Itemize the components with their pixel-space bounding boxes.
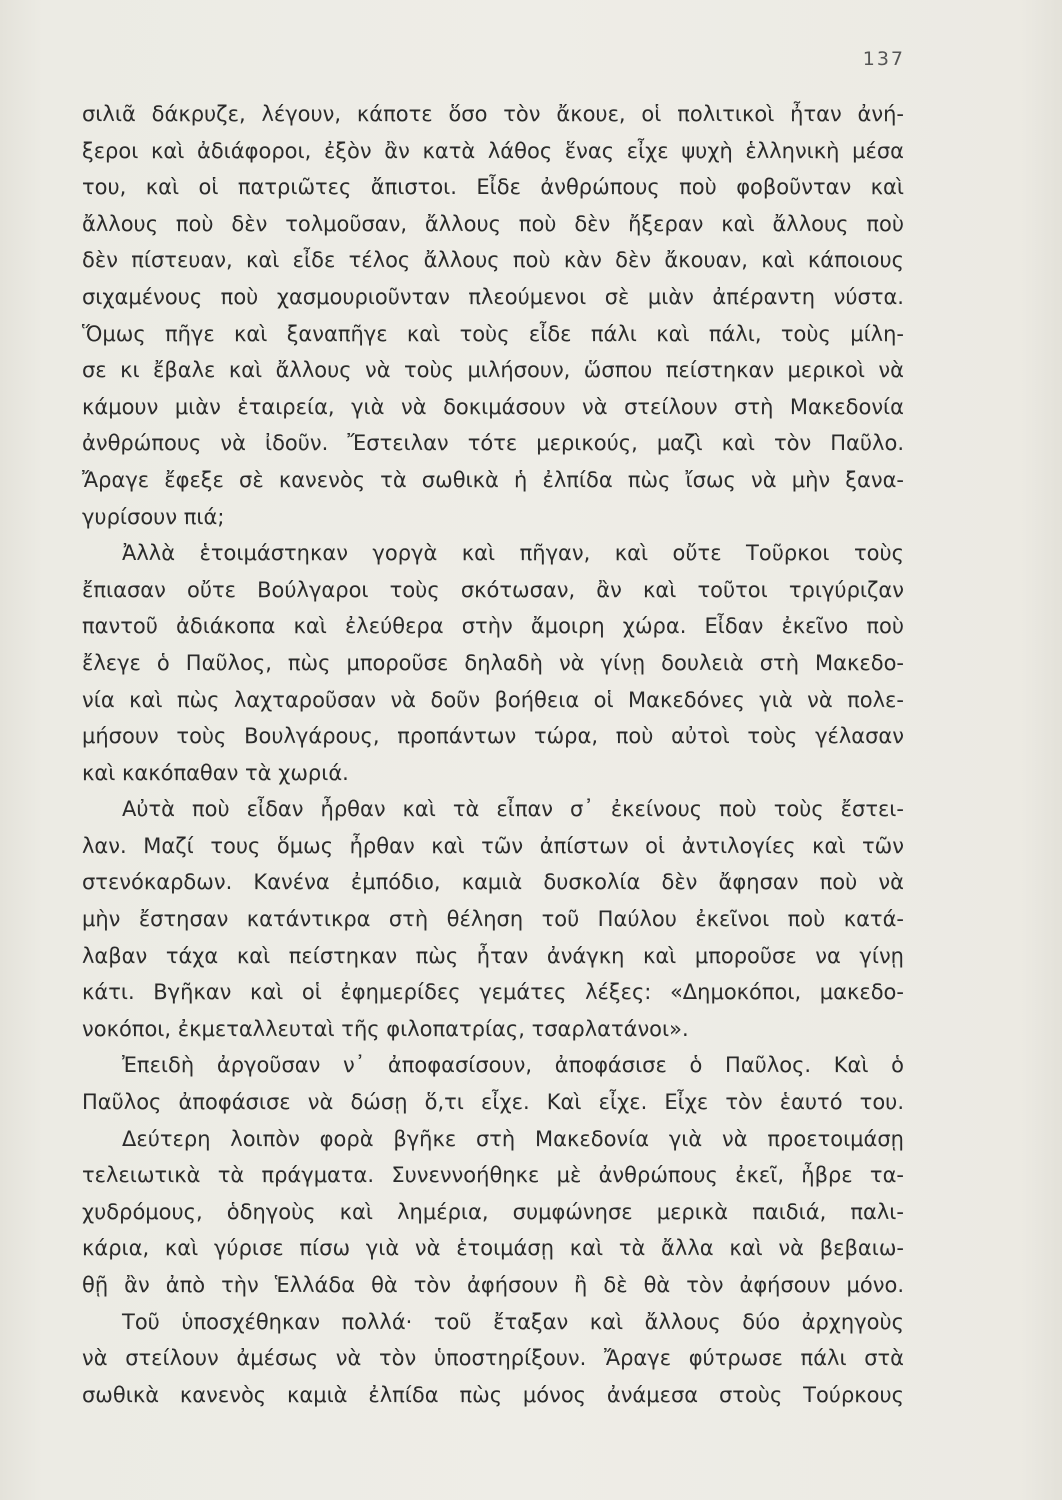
- text-line: ἔπιασαν οὔτε Βούλγαροι τοὺς σκότωσαν, ἂν καὶ τοῦτοι τριγύριζαν: [82, 577, 904, 602]
- text-line: κάρια, καὶ γύρισε πίσω γιὰ νὰ ἑτοιμάσῃ καὶ τὰ ἄλλα καὶ νὰ βεβαιω-: [82, 1236, 904, 1261]
- body-text: [82, 96, 904, 1413]
- text-line: Ἀλλὰ ἑτοιμάστηκαν γοργὰ καὶ πῆγαν, καὶ οὔτε Τοῦρκοι τοὺς: [122, 541, 904, 566]
- text-line: Ἐπειδὴ ἀργοῦσαν ν᾽ ἀποφασίσουν, ἀποφάσισε ὁ Παῦλος. Καὶ ὁ: [122, 1053, 904, 1078]
- text-line: δὲν πίστευαν, καὶ εἶδε τέλος ἄλλους ποὺ κὰν δὲν ἄκουαν, καὶ κάποιους: [82, 248, 904, 273]
- text-line: του, καὶ οἱ πατριῶτες ἄπιστοι. Εἶδε ἀνθρώπους ποὺ φοβοῦνταν καὶ: [82, 175, 904, 200]
- text-line: ἀνθρώπους νὰ ἰδοῦν. Ἔστειλαν τότε μερικούς, μαζὶ καὶ τὸν Παῦλο.: [82, 431, 904, 456]
- text-line: νοκόποι, ἐκμεταλλευταὶ τῆς φιλοπατρίας, τσαρλατάνοι».: [82, 1016, 689, 1041]
- text-line: λαν. Μαζί τους ὅμως ἦρθαν καὶ τῶν ἀπίστων οἱ ἀντιλογίες καὶ τῶν: [82, 833, 904, 858]
- text-line: κάμουν μιὰν ἑταιρεία, γιὰ νὰ δοκιμάσουν νὰ στείλουν στὴ Μακεδονία: [82, 394, 904, 419]
- text-line: κάτι. Βγῆκαν καὶ οἱ ἐφημερίδες γεμάτες λέξες: «Δημοκόποι, μακεδο-: [82, 980, 904, 1005]
- text-line: σιλιᾶ δάκρυζε, λέγουν, κάποτε ὅσο τὸν ἄκουε, οἱ πολιτικοὶ ἦταν ἀνή-: [82, 102, 904, 126]
- text-line: ξεροι καὶ ἀδιάφοροι, ἐξὸν ἂν κατὰ λάθος ἕνας εἶχε ψυχὴ ἑλληνικὴ μέσα: [82, 138, 904, 163]
- text-line: Τοῦ ὑποσχέθηκαν πολλά· τοῦ ἔταξαν καὶ ἄλλους δύο ἀρχηγοὺς: [122, 1309, 904, 1334]
- text-line: ἄλλους ποὺ δὲν τολμοῦσαν, ἄλλους ποὺ δὲν ἤξεραν καὶ ἄλλους ποὺ: [82, 211, 904, 236]
- page-number: 137: [862, 48, 905, 70]
- text-line: μήσουν τοὺς Βουλγάρους, προπάντων τώρα, ποὺ αὐτοὶ τοὺς γέλασαν: [82, 724, 904, 749]
- text-line: παντοῦ ἀδιάκοπα καὶ ἐλεύθερα στὴν ἄμοιρη χώρα. Εἶδαν ἐκεῖνο ποὺ: [82, 614, 904, 639]
- text-line: Αὐτὰ ποὺ εἶδαν ἦρθαν καὶ τὰ εἶπαν σ᾽ ἐκείνους ποὺ τοὺς ἔστει-: [122, 797, 904, 822]
- text-line: σιχαμένους ποὺ χασμουριοῦνταν πλεούμενοι σὲ μιὰν ἀπέραντη νύστα.: [82, 284, 904, 309]
- text-line: λαβαν τάχα καὶ πείστηκαν πὼς ἦταν ἀνάγκη καὶ μποροῦσε να γίνῃ: [82, 943, 904, 968]
- text-line: νία καὶ πὼς λαχταροῦσαν νὰ δοῦν βοήθεια οἱ Μακεδόνες γιὰ νὰ πολε-: [82, 687, 904, 712]
- text-line: νὰ στείλουν ἀμέσως νὰ τὸν ὑποστηρίξουν. Ἄραγε φύτρωσε πάλι στὰ: [82, 1346, 904, 1371]
- text-line: Ἄραγε ἔφεξε σὲ κανενὸς τὰ σωθικὰ ἡ ἐλπίδα πὼς ἴσως νὰ μὴν ξανα-: [82, 467, 904, 492]
- text-line: μὴν ἔστησαν κατάντικρα στὴ θέληση τοῦ Παύλου ἐκεῖνοι ποὺ κατά-: [82, 907, 904, 932]
- text-line: γυρίσουν πιά;: [82, 504, 225, 529]
- text-line: σε κι ἔβαλε καὶ ἄλλους νὰ τοὺς μιλήσουν, ὥσπου πείστηκαν μερικοὶ νὰ: [82, 358, 904, 383]
- text-line: θῇ ἂν ἀπὸ τὴν Ἑλλάδα θὰ τὸν ἀφήσουν ἢ δὲ θὰ τὸν ἀφήσουν μόνο.: [82, 1273, 904, 1297]
- text-line: χυδρόμους, ὁδηγοὺς καὶ λημέρια, συμφώνησε μερικὰ παιδιά, παλι-: [82, 1199, 904, 1224]
- text-line: σωθικὰ κανενὸς καμιὰ ἐλπίδα πὼς μόνος ἀνάμεσα στοὺς Τούρκους: [82, 1382, 904, 1407]
- text-line: Παῦλος ἀποφάσισε νὰ δώσῃ ὅ,τι εἶχε. Καὶ εἶχε. Εἶχε τὸν ἑαυτό του.: [82, 1090, 904, 1115]
- text-line: Δεύτερη λοιπὸν φορὰ βγῆκε στὴ Μακεδονία γιὰ νὰ προετοιμάσῃ: [122, 1126, 904, 1151]
- text-line: Ὅμως πῆγε καὶ ξαναπῆγε καὶ τοὺς εἶδε πάλι καὶ πάλι, τοὺς μίλη-: [82, 321, 904, 346]
- text-line: ἔλεγε ὁ Παῦλος, πὼς μποροῦσε δηλαδὴ νὰ γίνῃ δουλειὰ στὴ Μακεδο-: [82, 650, 904, 675]
- text-line: καὶ κακόπαθαν τὰ χωριά.: [82, 760, 349, 785]
- text-line: στενόκαρδων. Κανένα ἐμπόδιο, καμιὰ δυσκολία δὲν ἄφησαν ποὺ νὰ: [82, 870, 904, 895]
- text-line: τελειωτικὰ τὰ πράγματα. Συνεννοήθηκε μὲ ἀνθρώπους ἐκεῖ, ἦβρε τα-: [82, 1163, 904, 1188]
